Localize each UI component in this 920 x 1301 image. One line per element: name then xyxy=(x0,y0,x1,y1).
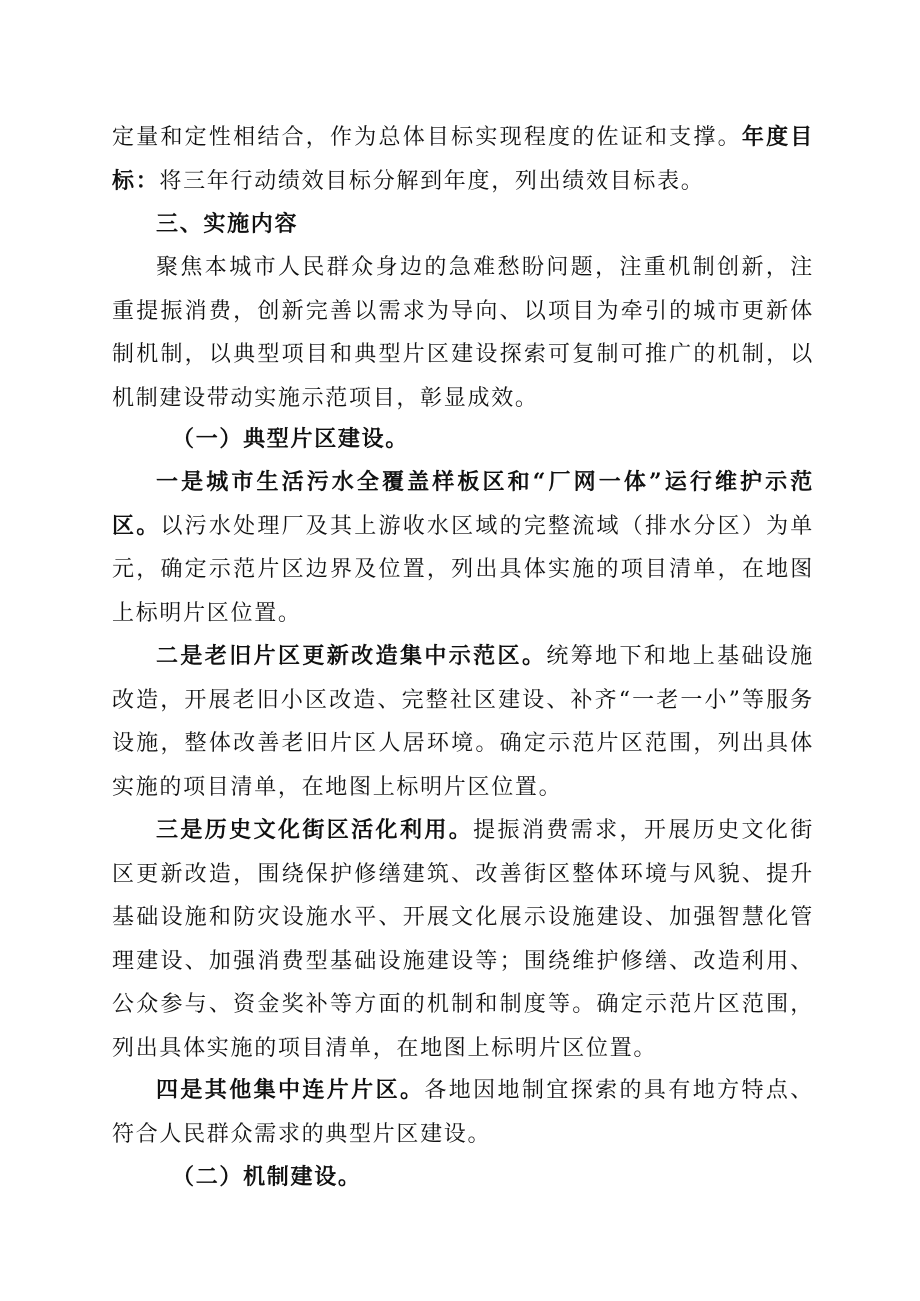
annual-target-label: 年度目标： xyxy=(112,124,814,194)
subsection-heading-typical-areas: （一）典型片区建设。 xyxy=(172,426,410,452)
list-item-title: 三是历史文化街区活化利用。 xyxy=(156,817,474,843)
list-item-sewage-demo-area xyxy=(112,461,814,635)
list-item-title: 一是城市生活污水全覆盖样板区和“厂网一体”运行维护示范区。 xyxy=(112,469,814,539)
subsection-heading-mechanism: （二）机制建设。 xyxy=(172,1164,362,1190)
list-item-old-area-renewal xyxy=(112,635,814,809)
list-item-historic-district xyxy=(112,809,814,1070)
section-heading-implementation: 三、实施内容 xyxy=(156,211,299,237)
list-item-other-areas xyxy=(112,1069,814,1156)
paragraph-text: 定量和定性相结合，作为总体目标实现程度的佐证和支撑。 xyxy=(112,125,742,150)
list-item-title: 二是老旧片区更新改造集中示范区。 xyxy=(156,643,547,669)
paragraph-text: 将三年行动绩效目标分解到年度，列出绩效目标表。 xyxy=(159,168,705,194)
paragraph-performance-targets xyxy=(112,116,814,203)
list-item-text: 各地因地制宜探索的具有地方特点、符合人民群众需求的典型片区建设。 xyxy=(112,1078,814,1147)
paragraph-implementation-intro: 聚焦本城市人民群众身边的急难愁盼问题，注重机制创新，注重提振消费，创新完善以需求为导向、以项目为牵引的城市更新体制机制，以典型项目和典型片区建设探索可复制可推广的机制，以机制建设带动实施示范项目，彰显成效。 xyxy=(112,255,814,411)
list-item-text: 统筹地下和地上基础设施改造，开展老旧小区改造、完整社区建设、补齐“一老一小”等服务设施，整体改善老旧片区人居环境。确定示范片区范围，列出具体实施的项目清单，在地图上标明片区位置。 xyxy=(112,644,815,800)
list-item-text: 以污水处理厂及其上游收水区域的完整流域（排水分区）为单元，确定示范片区边界及位置，列出具体实施的项目清单，在地图上标明片区位置。 xyxy=(112,513,814,626)
list-item-text: 提振消费需求，开展历史文化街区更新改造，围绕保护修缮建筑、改善街区整体环境与风貌、提升基础设施和防灾设施水平、开展文化展示设施建设、加强智慧化管理建设、加强消费型基础设施建设等；围绕维护修缮、改造利用、公众参与、资金奖补等方面的机制和制度等。确定示范片区范围，列出具体实施的项目清单，在地图上标明片区位置。 xyxy=(112,818,814,1061)
list-item-title: 四是其他集中连片片区。 xyxy=(156,1077,425,1103)
